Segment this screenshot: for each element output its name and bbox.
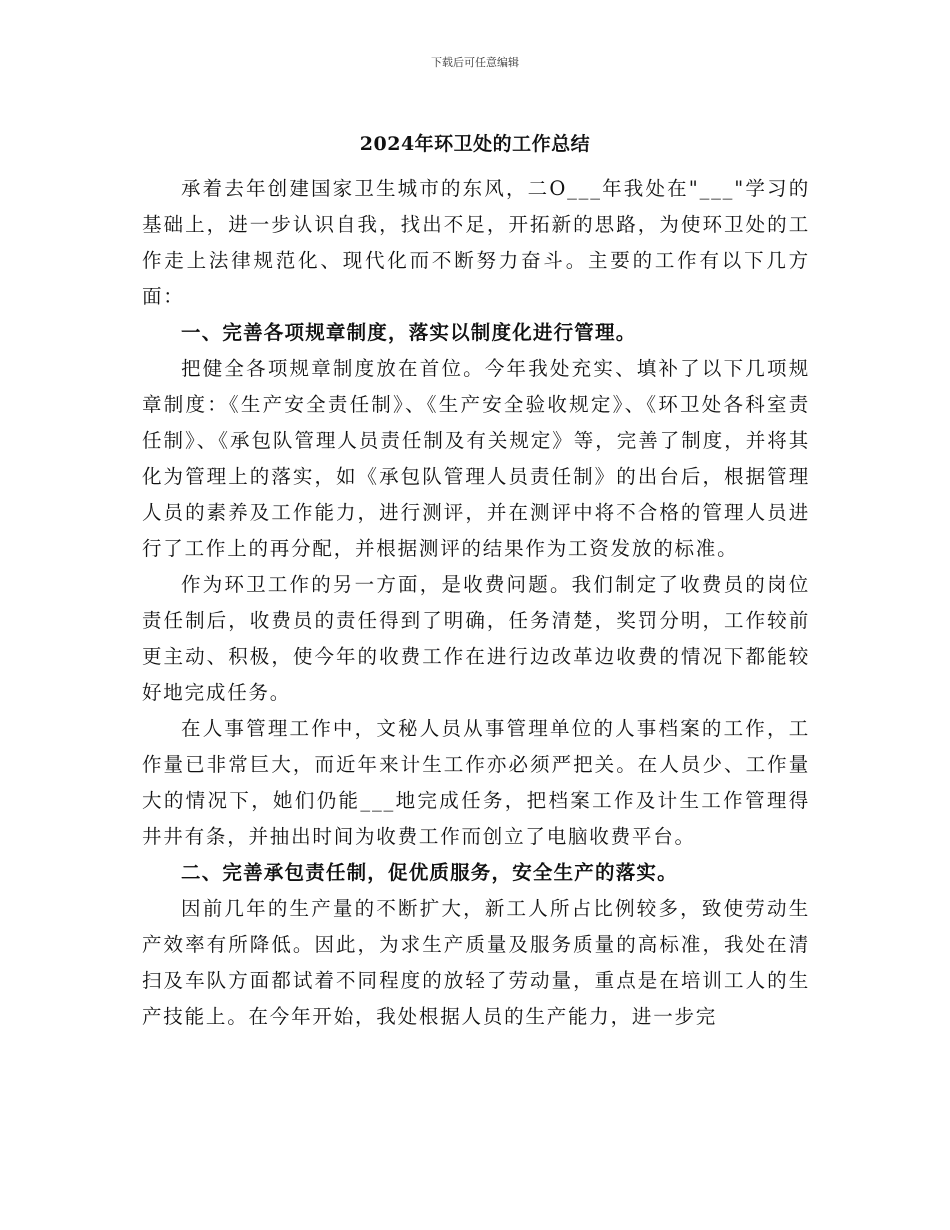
page-header-note: 下载后可任意编辑	[431, 56, 519, 69]
paragraph-fees: 作为环卫工作的另一方面，是收费问题。我们制定了收费员的岗位责任制后，收费员的责任得到了明确，任务清楚，奖罚分明，工作较前更主动、积极，使今年的收费工作在进行边改革边收费的情况下都能较好地完成任务。	[142, 573, 810, 704]
section-heading-2: 二、完善承包责任制，促优质服务，安全生产的落实。	[181, 861, 678, 884]
document-body	[142, 171, 810, 1035]
paragraph-production: 因前几年的生产量的不断扩大，新工人所占比例较多，致使劳动生产效率有所降低。因此，为求生产质量及服务质量的高标准，我处在清扫及车队方面都试着不同程度的放轻了劳动量，重点是在培训工人的生产技能上。在今年开始，我处根据人员的生产能力，进一步完	[142, 897, 810, 1028]
paragraph-intro: 承着去年创建国家卫生城市的东风，二O___年我处在"___"学习的基础上，进一步认识自我，找出不足，开拓新的思路，为使环卫处的工作走上法律规范化、现代化而不断努力奋斗。主要的工作有以下几方面：	[142, 177, 810, 308]
document-title: 2024年环卫处的工作总结	[359, 133, 591, 155]
paragraph-personnel: 在人事管理工作中，文秘人员从事管理单位的人事档案的工作，工作量已非常巨大，而近年来计生工作亦必须严把关。在人员少、工作量大的情况下，她们仍能___地完成任务，把档案工作及计生工作管理得井井有条，并抽出时间为收费工作而创立了电脑收费平台。	[142, 717, 810, 848]
section-heading-1: 一、完善各项规章制度，落实以制度化进行管理。	[181, 321, 637, 344]
paragraph-regulations: 把健全各项规章制度放在首位。今年我处充实、填补了以下几项规章制度：《生产安全责任制》、《生产安全验收规定》、《环卫处各科室责任制》、《承包队管理人员责任制及有关规定》等，完善了制度，并将其化为管理上的落实，如《承包队管理人员责任制》的出台后，根据管理人员的素养及工作能力，进行测评，并在测评中将不合格的管理人员进行了工作上的再分配，并根据测评的结果作为工资发放的标准。	[142, 357, 810, 560]
